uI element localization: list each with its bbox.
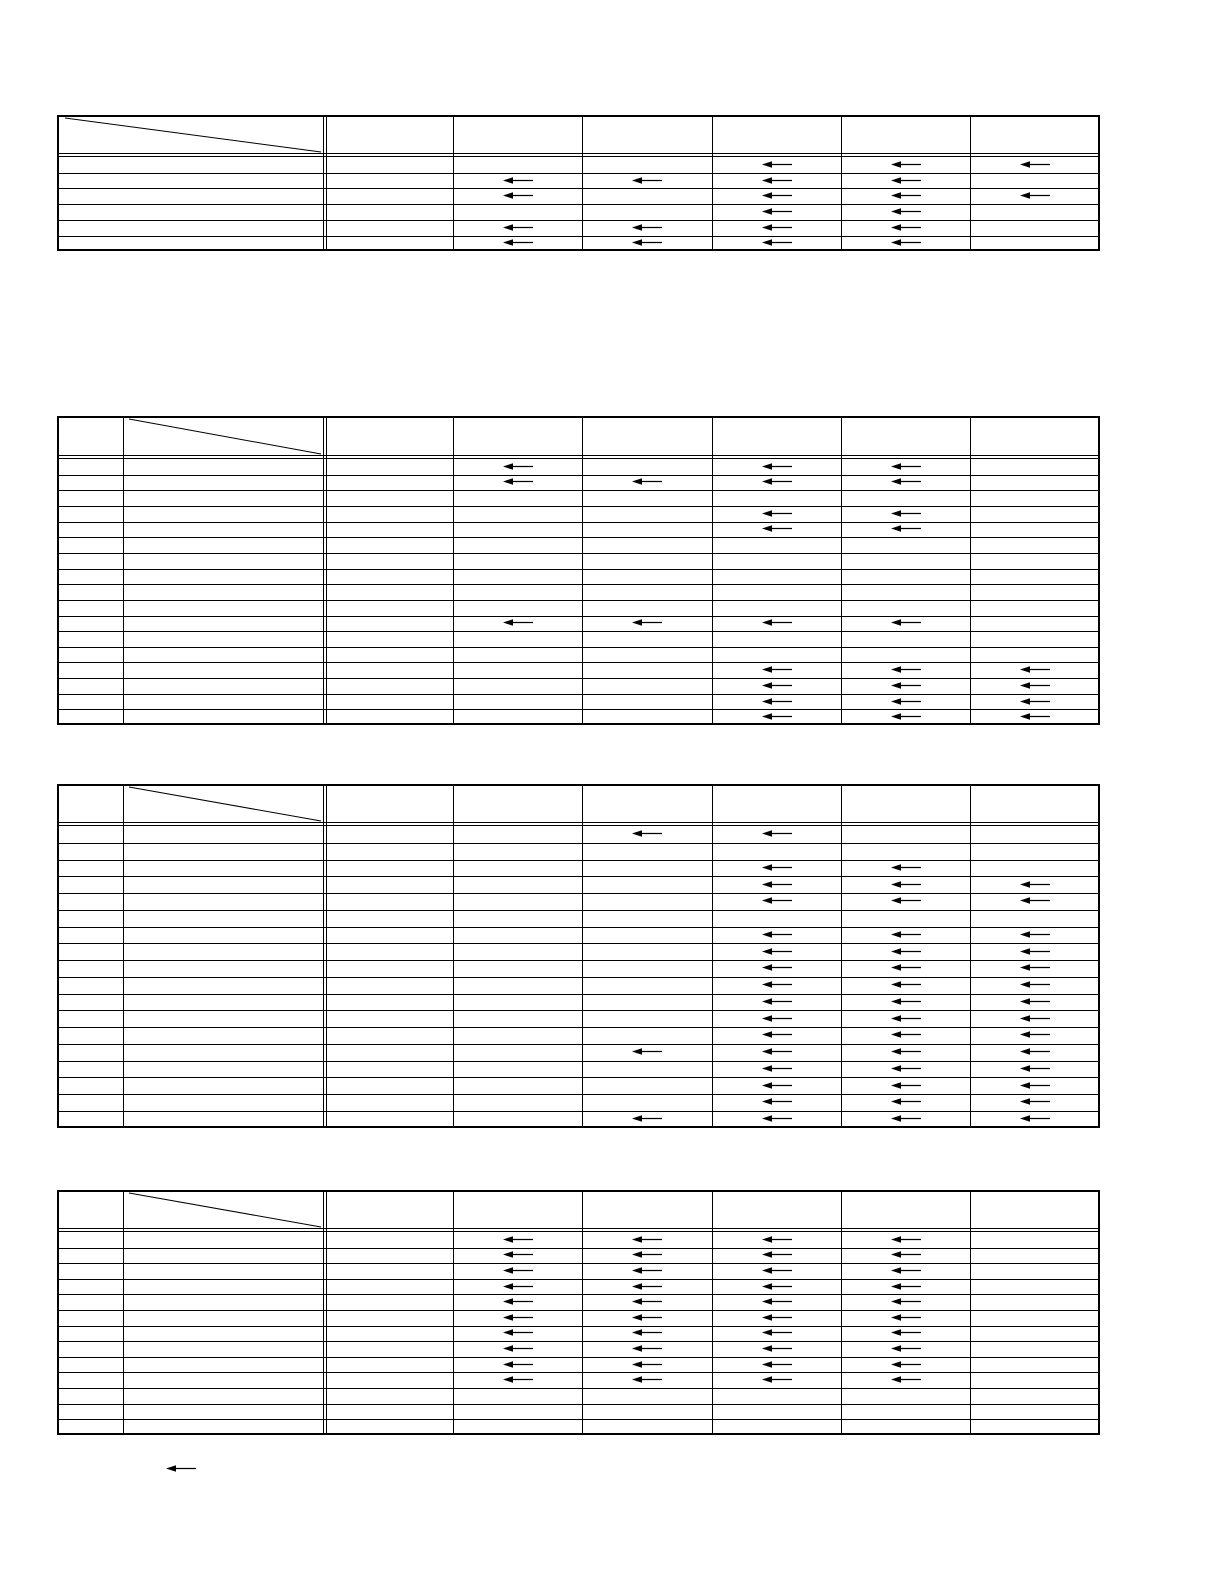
column-divider (453, 786, 454, 1126)
table-row (59, 1310, 1098, 1311)
column-divider (970, 117, 971, 249)
left-arrow-icon (891, 947, 921, 956)
left-arrow-icon (1020, 665, 1050, 674)
left-arrow-icon (1020, 997, 1050, 1006)
left-arrow-icon (891, 863, 921, 872)
table-row (59, 220, 1098, 221)
table-row (59, 1341, 1098, 1342)
column-divider (323, 117, 327, 249)
column-divider (453, 1192, 454, 1433)
table-row (59, 1404, 1098, 1405)
left-arrow-icon (1020, 697, 1050, 706)
legend-left-arrow-icon (166, 1460, 196, 1469)
table-3 (57, 784, 1100, 1128)
left-arrow-icon (503, 1375, 533, 1384)
left-arrow-icon (1020, 1081, 1050, 1090)
left-arrow-icon (891, 509, 921, 518)
left-arrow-icon (632, 618, 662, 627)
left-arrow-icon (891, 1097, 921, 1106)
left-arrow-icon (1020, 930, 1050, 939)
left-arrow-icon (891, 1030, 921, 1039)
left-arrow-icon (762, 1266, 792, 1275)
left-arrow-icon (762, 238, 792, 247)
left-arrow-icon (632, 238, 662, 247)
table-row (59, 694, 1098, 695)
left-arrow-icon (1020, 1097, 1050, 1106)
table-1 (57, 115, 1100, 251)
table-row (59, 553, 1098, 554)
table-4 (57, 1190, 1100, 1435)
table-row (59, 977, 1098, 978)
left-arrow-icon (762, 1097, 792, 1106)
table-row (59, 1077, 1098, 1078)
table-row (59, 1419, 1098, 1420)
left-arrow-icon (1020, 980, 1050, 989)
left-arrow-icon (891, 681, 921, 690)
left-arrow-icon (762, 1344, 792, 1353)
left-arrow-icon (762, 880, 792, 889)
left-arrow-icon (891, 697, 921, 706)
left-arrow-icon (891, 1235, 921, 1244)
header-diagonal-line (59, 117, 323, 153)
left-arrow-icon (762, 896, 792, 905)
left-arrow-icon (632, 1282, 662, 1291)
column-divider (582, 1192, 583, 1433)
left-arrow-icon (1020, 1030, 1050, 1039)
left-arrow-icon (762, 930, 792, 939)
left-arrow-icon (891, 1250, 921, 1259)
left-arrow-icon (762, 1235, 792, 1244)
table-row (59, 600, 1098, 601)
left-arrow-icon (632, 1235, 662, 1244)
column-divider (323, 786, 327, 1126)
left-arrow-icon (632, 1360, 662, 1369)
left-arrow-icon (891, 1064, 921, 1073)
left-arrow-icon (503, 1360, 533, 1369)
table-row (59, 678, 1098, 679)
left-arrow-icon (891, 191, 921, 200)
left-arrow-icon (503, 1297, 533, 1306)
table-row (59, 893, 1098, 894)
left-arrow-icon (891, 963, 921, 972)
column-divider (712, 786, 713, 1126)
table-row (59, 876, 1098, 877)
left-arrow-icon (762, 1328, 792, 1337)
left-arrow-icon (1020, 947, 1050, 956)
left-arrow-icon (503, 1328, 533, 1337)
table-row (59, 1388, 1098, 1389)
left-arrow-icon (503, 1344, 533, 1353)
header-separator (59, 455, 1098, 459)
left-arrow-icon (503, 238, 533, 247)
left-arrow-icon (891, 1047, 921, 1056)
left-arrow-icon (1020, 1064, 1050, 1073)
left-arrow-icon (632, 1047, 662, 1056)
left-arrow-icon (503, 1235, 533, 1244)
table-row (59, 1357, 1098, 1358)
left-arrow-icon (891, 1344, 921, 1353)
left-arrow-icon (762, 1313, 792, 1322)
table-row (59, 960, 1098, 961)
table-row (59, 1010, 1098, 1011)
column-divider (453, 117, 454, 249)
left-arrow-icon (503, 223, 533, 232)
left-arrow-icon (762, 462, 792, 471)
left-arrow-icon (762, 1282, 792, 1291)
left-arrow-icon (891, 1014, 921, 1023)
table-row (59, 490, 1098, 491)
left-arrow-icon (762, 223, 792, 232)
left-arrow-icon (891, 1360, 921, 1369)
table-row (59, 616, 1098, 617)
left-arrow-icon (503, 191, 533, 200)
left-arrow-icon (762, 191, 792, 200)
left-arrow-icon (891, 223, 921, 232)
left-arrow-icon (632, 1266, 662, 1275)
left-arrow-icon (762, 1250, 792, 1259)
table-row (59, 1111, 1098, 1112)
left-arrow-icon (762, 712, 792, 721)
column-divider (582, 786, 583, 1126)
left-arrow-icon (503, 1250, 533, 1259)
left-arrow-icon (891, 1313, 921, 1322)
left-arrow-icon (632, 1344, 662, 1353)
left-arrow-icon (762, 176, 792, 185)
left-arrow-icon (503, 1282, 533, 1291)
left-arrow-icon (891, 238, 921, 247)
table-row (59, 1263, 1098, 1264)
table-row (59, 522, 1098, 523)
left-arrow-icon (762, 524, 792, 533)
left-arrow-icon (891, 1328, 921, 1337)
left-arrow-icon (1020, 681, 1050, 690)
left-arrow-icon (503, 462, 533, 471)
table-row (59, 910, 1098, 911)
left-arrow-icon (891, 997, 921, 1006)
left-arrow-icon (632, 1313, 662, 1322)
left-arrow-icon (632, 1114, 662, 1123)
table-row (59, 1294, 1098, 1295)
table-row (59, 236, 1098, 237)
left-arrow-icon (762, 1375, 792, 1384)
left-arrow-icon (503, 1313, 533, 1322)
left-arrow-icon (891, 930, 921, 939)
left-arrow-icon (891, 1375, 921, 1384)
left-arrow-icon (1020, 896, 1050, 905)
table-row (59, 631, 1098, 632)
column-divider (712, 1192, 713, 1433)
left-arrow-icon (891, 1282, 921, 1291)
header-separator (59, 822, 1098, 826)
left-arrow-icon (762, 665, 792, 674)
table-row (59, 188, 1098, 189)
left-arrow-icon (891, 1081, 921, 1090)
left-arrow-icon (632, 829, 662, 838)
left-arrow-icon (762, 863, 792, 872)
column-divider (712, 117, 713, 249)
left-arrow-icon (891, 176, 921, 185)
left-arrow-icon (762, 963, 792, 972)
left-arrow-icon (891, 712, 921, 721)
left-arrow-icon (632, 1297, 662, 1306)
left-arrow-icon (891, 477, 921, 486)
left-arrow-icon (503, 618, 533, 627)
left-arrow-icon (891, 1114, 921, 1123)
left-arrow-icon (762, 1297, 792, 1306)
table-row (59, 1061, 1098, 1062)
left-arrow-icon (1020, 712, 1050, 721)
table-row (59, 204, 1098, 205)
left-arrow-icon (762, 1014, 792, 1023)
table-row (59, 709, 1098, 710)
left-arrow-icon (1020, 160, 1050, 169)
left-arrow-icon (632, 477, 662, 486)
column-divider (323, 1192, 327, 1433)
table-row (59, 506, 1098, 507)
left-arrow-icon (762, 618, 792, 627)
header-separator (59, 1228, 1098, 1232)
table-2 (57, 416, 1100, 725)
table-row (59, 584, 1098, 585)
left-arrow-icon (632, 1375, 662, 1384)
left-arrow-icon (891, 207, 921, 216)
table-row (59, 1372, 1098, 1373)
left-arrow-icon (891, 896, 921, 905)
left-arrow-icon (891, 524, 921, 533)
table-row (59, 1027, 1098, 1028)
table-row (59, 943, 1098, 944)
left-arrow-icon (503, 176, 533, 185)
table-row (59, 475, 1098, 476)
left-arrow-icon (1020, 963, 1050, 972)
left-arrow-icon (762, 829, 792, 838)
table-row (59, 173, 1098, 174)
left-arrow-icon (762, 947, 792, 956)
column-divider (841, 117, 842, 249)
left-arrow-icon (1020, 880, 1050, 889)
table-row (59, 860, 1098, 861)
left-arrow-icon (762, 1081, 792, 1090)
left-arrow-icon (891, 880, 921, 889)
table-row (59, 1044, 1098, 1045)
table-row (59, 647, 1098, 648)
left-arrow-icon (762, 1360, 792, 1369)
left-arrow-icon (891, 665, 921, 674)
table-row (59, 537, 1098, 538)
left-arrow-icon (891, 1266, 921, 1275)
header-diagonal-line (59, 786, 323, 822)
left-arrow-icon (891, 160, 921, 169)
left-arrow-icon (632, 1328, 662, 1337)
column-divider (582, 117, 583, 249)
table-row (59, 1248, 1098, 1249)
left-arrow-icon (1020, 1114, 1050, 1123)
header-diagonal-line (59, 418, 323, 455)
left-arrow-icon (762, 1114, 792, 1123)
header-diagonal-line (59, 1192, 323, 1228)
table-row (59, 1279, 1098, 1280)
table-row (59, 1094, 1098, 1095)
table-row (59, 569, 1098, 570)
left-arrow-icon (891, 980, 921, 989)
table-row (59, 927, 1098, 928)
left-arrow-icon (762, 509, 792, 518)
left-arrow-icon (762, 1064, 792, 1073)
left-arrow-icon (762, 1030, 792, 1039)
table-row (59, 994, 1098, 995)
left-arrow-icon (762, 160, 792, 169)
left-arrow-icon (1020, 1047, 1050, 1056)
left-arrow-icon (762, 997, 792, 1006)
left-arrow-icon (632, 176, 662, 185)
left-arrow-icon (762, 697, 792, 706)
left-arrow-icon (891, 618, 921, 627)
left-arrow-icon (503, 1266, 533, 1275)
left-arrow-icon (632, 223, 662, 232)
left-arrow-icon (891, 462, 921, 471)
column-divider (970, 1192, 971, 1433)
table-row (59, 843, 1098, 844)
left-arrow-icon (762, 207, 792, 216)
left-arrow-icon (503, 477, 533, 486)
left-arrow-icon (1020, 191, 1050, 200)
left-arrow-icon (1020, 1014, 1050, 1023)
table-row (59, 662, 1098, 663)
column-divider (123, 786, 124, 1126)
left-arrow-icon (891, 1297, 921, 1306)
left-arrow-icon (762, 1047, 792, 1056)
column-divider (123, 1192, 124, 1433)
left-arrow-icon (762, 681, 792, 690)
column-divider (970, 786, 971, 1126)
left-arrow-icon (762, 980, 792, 989)
column-divider (841, 786, 842, 1126)
column-divider (841, 1192, 842, 1433)
left-arrow-icon (762, 477, 792, 486)
left-arrow-icon (632, 1250, 662, 1259)
table-row (59, 1326, 1098, 1327)
header-separator (59, 153, 1098, 157)
